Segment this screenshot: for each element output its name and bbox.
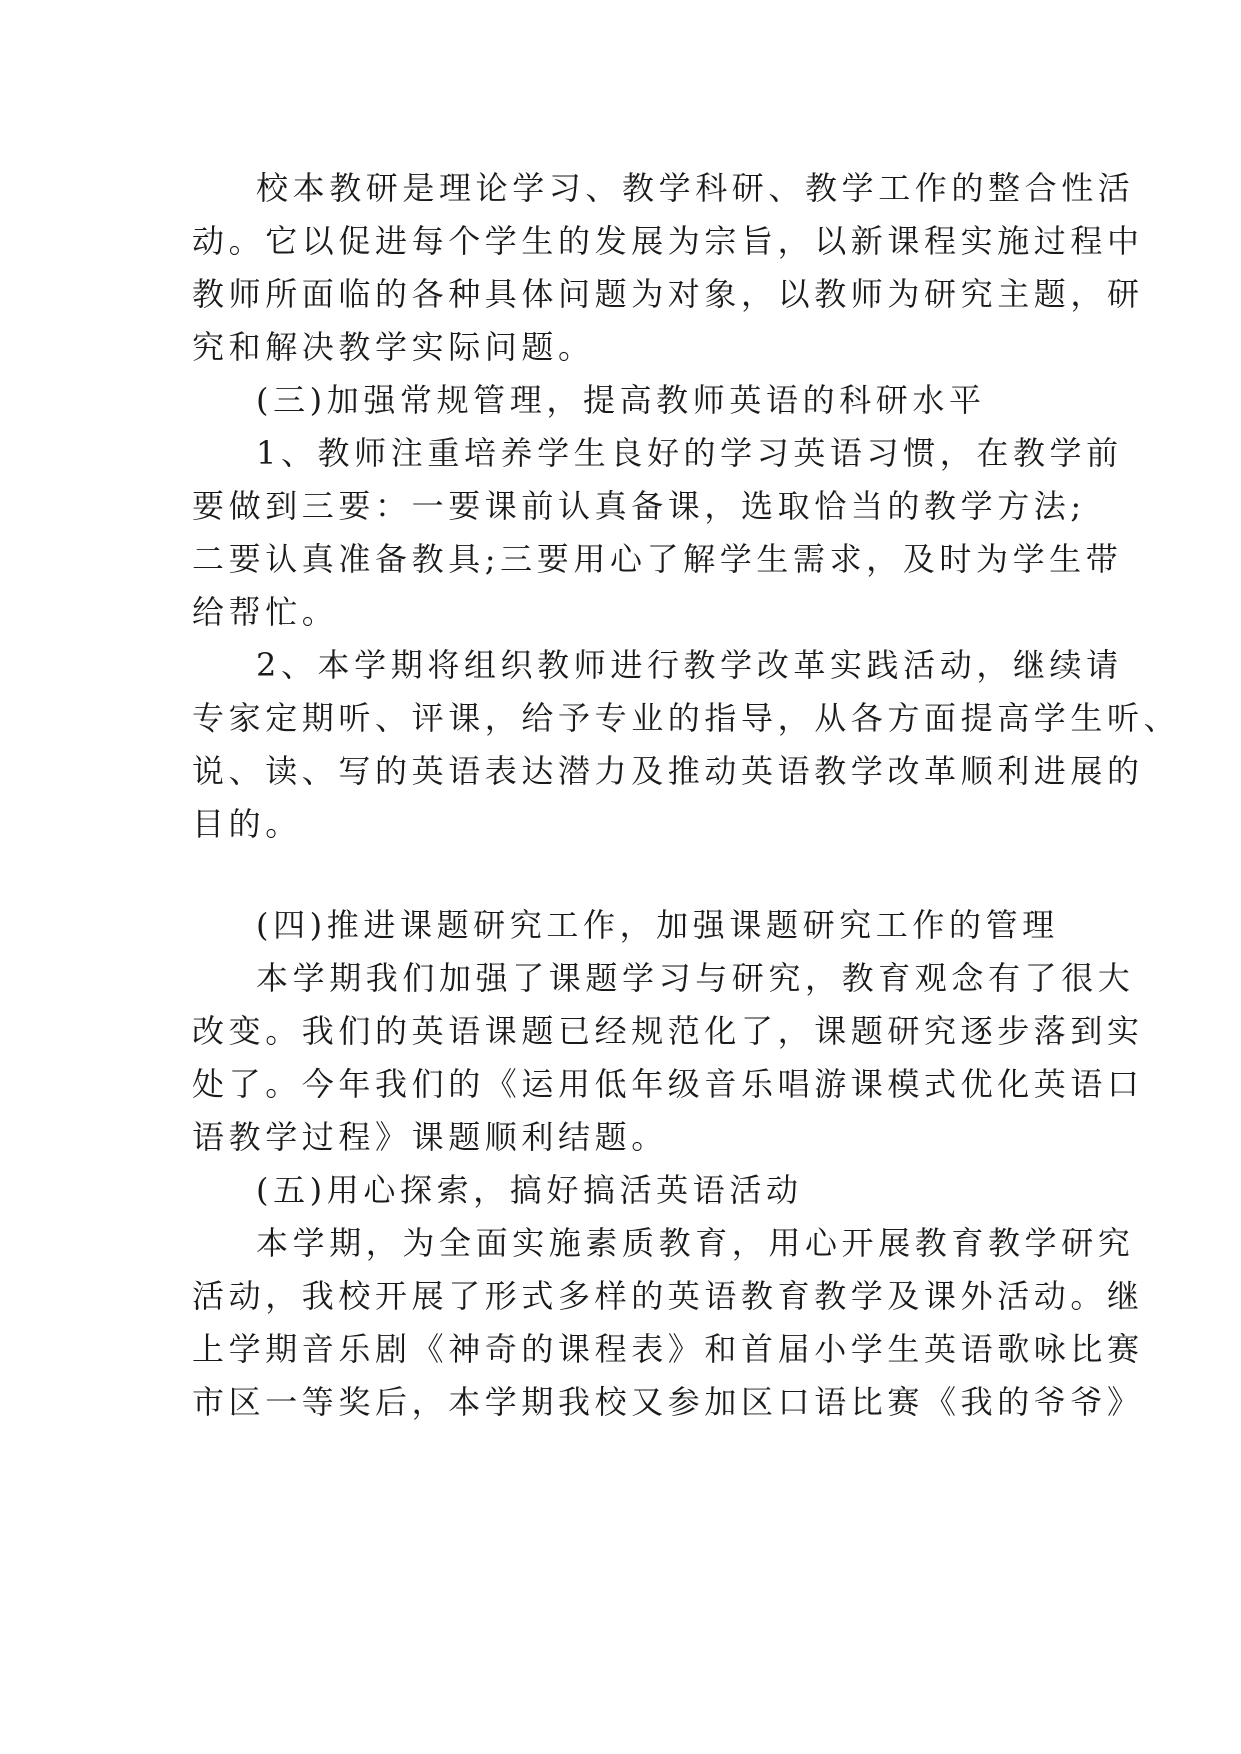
paragraph-line: 改变。我们的英语课题已经规范化了，课题研究逐步落到实 <box>192 1012 1144 1050</box>
paragraph-line: 目的。 <box>192 805 302 843</box>
section-heading: (三)加强常规管理，提高教师英语的科研水平 <box>256 381 986 419</box>
paragraph-line: 动。它以促进每个学生的发展为宗旨，以新课程实施过程中 <box>192 222 1144 260</box>
paragraph-line: 语教学过程》课题顺利结题。 <box>192 1118 668 1156</box>
paragraph-line: 上学期音乐剧《神奇的课程表》和首届小学生英语歌咏比赛 <box>192 1330 1144 1368</box>
paragraph-line: 教师所面临的各种具体问题为对象，以教师为研究主题，研 <box>192 275 1144 313</box>
paragraph-line: 活动，我校开展了形式多样的英语教育教学及课外活动。继 <box>192 1277 1144 1315</box>
paragraph-line: 专家定期听、评课，给予专业的指导，从各方面提高学生听、 <box>192 699 1181 737</box>
paragraph-line: 1、教师注重培养学生良好的学习英语习惯，在教学前 <box>256 434 1123 472</box>
paragraph-line: 本学期，为全面实施素质教育，用心开展教育教学研究 <box>256 1224 1135 1262</box>
paragraph-line: 给帮忙。 <box>192 593 339 631</box>
paragraph-line: 校本教研是理论学习、教学科研、教学工作的整合性活 <box>256 169 1135 207</box>
section-heading: (四)推进课题研究工作，加强课题研究工作的管理 <box>256 906 1059 944</box>
section-heading: (五)用心探索，搞好搞活英语活动 <box>256 1171 803 1209</box>
paragraph-line: 本学期我们加强了课题学习与研究，教育观念有了很大 <box>256 959 1135 997</box>
paragraph-line: 2、本学期将组织教师进行教学改革实践活动，继续请 <box>256 646 1123 684</box>
paragraph-line: 说、读、写的英语表达潜力及推动英语教学改革顺利进展的 <box>192 752 1144 790</box>
paragraph-line: 市区一等奖后，本学期我校又参加区口语比赛《我的爷爷》 <box>192 1383 1144 1421</box>
paragraph-line: 要做到三要：一要课前认真备课，选取恰当的教学方法; <box>192 487 1086 525</box>
paragraph-line: 处了。今年我们的《运用低年级音乐唱游课模式优化英语口 <box>192 1065 1144 1103</box>
paragraph-line: 二要认真准备教具;三要用心了解学生需求，及时为学生带 <box>192 540 1123 578</box>
paragraph-line: 究和解决教学实际问题。 <box>192 328 595 366</box>
